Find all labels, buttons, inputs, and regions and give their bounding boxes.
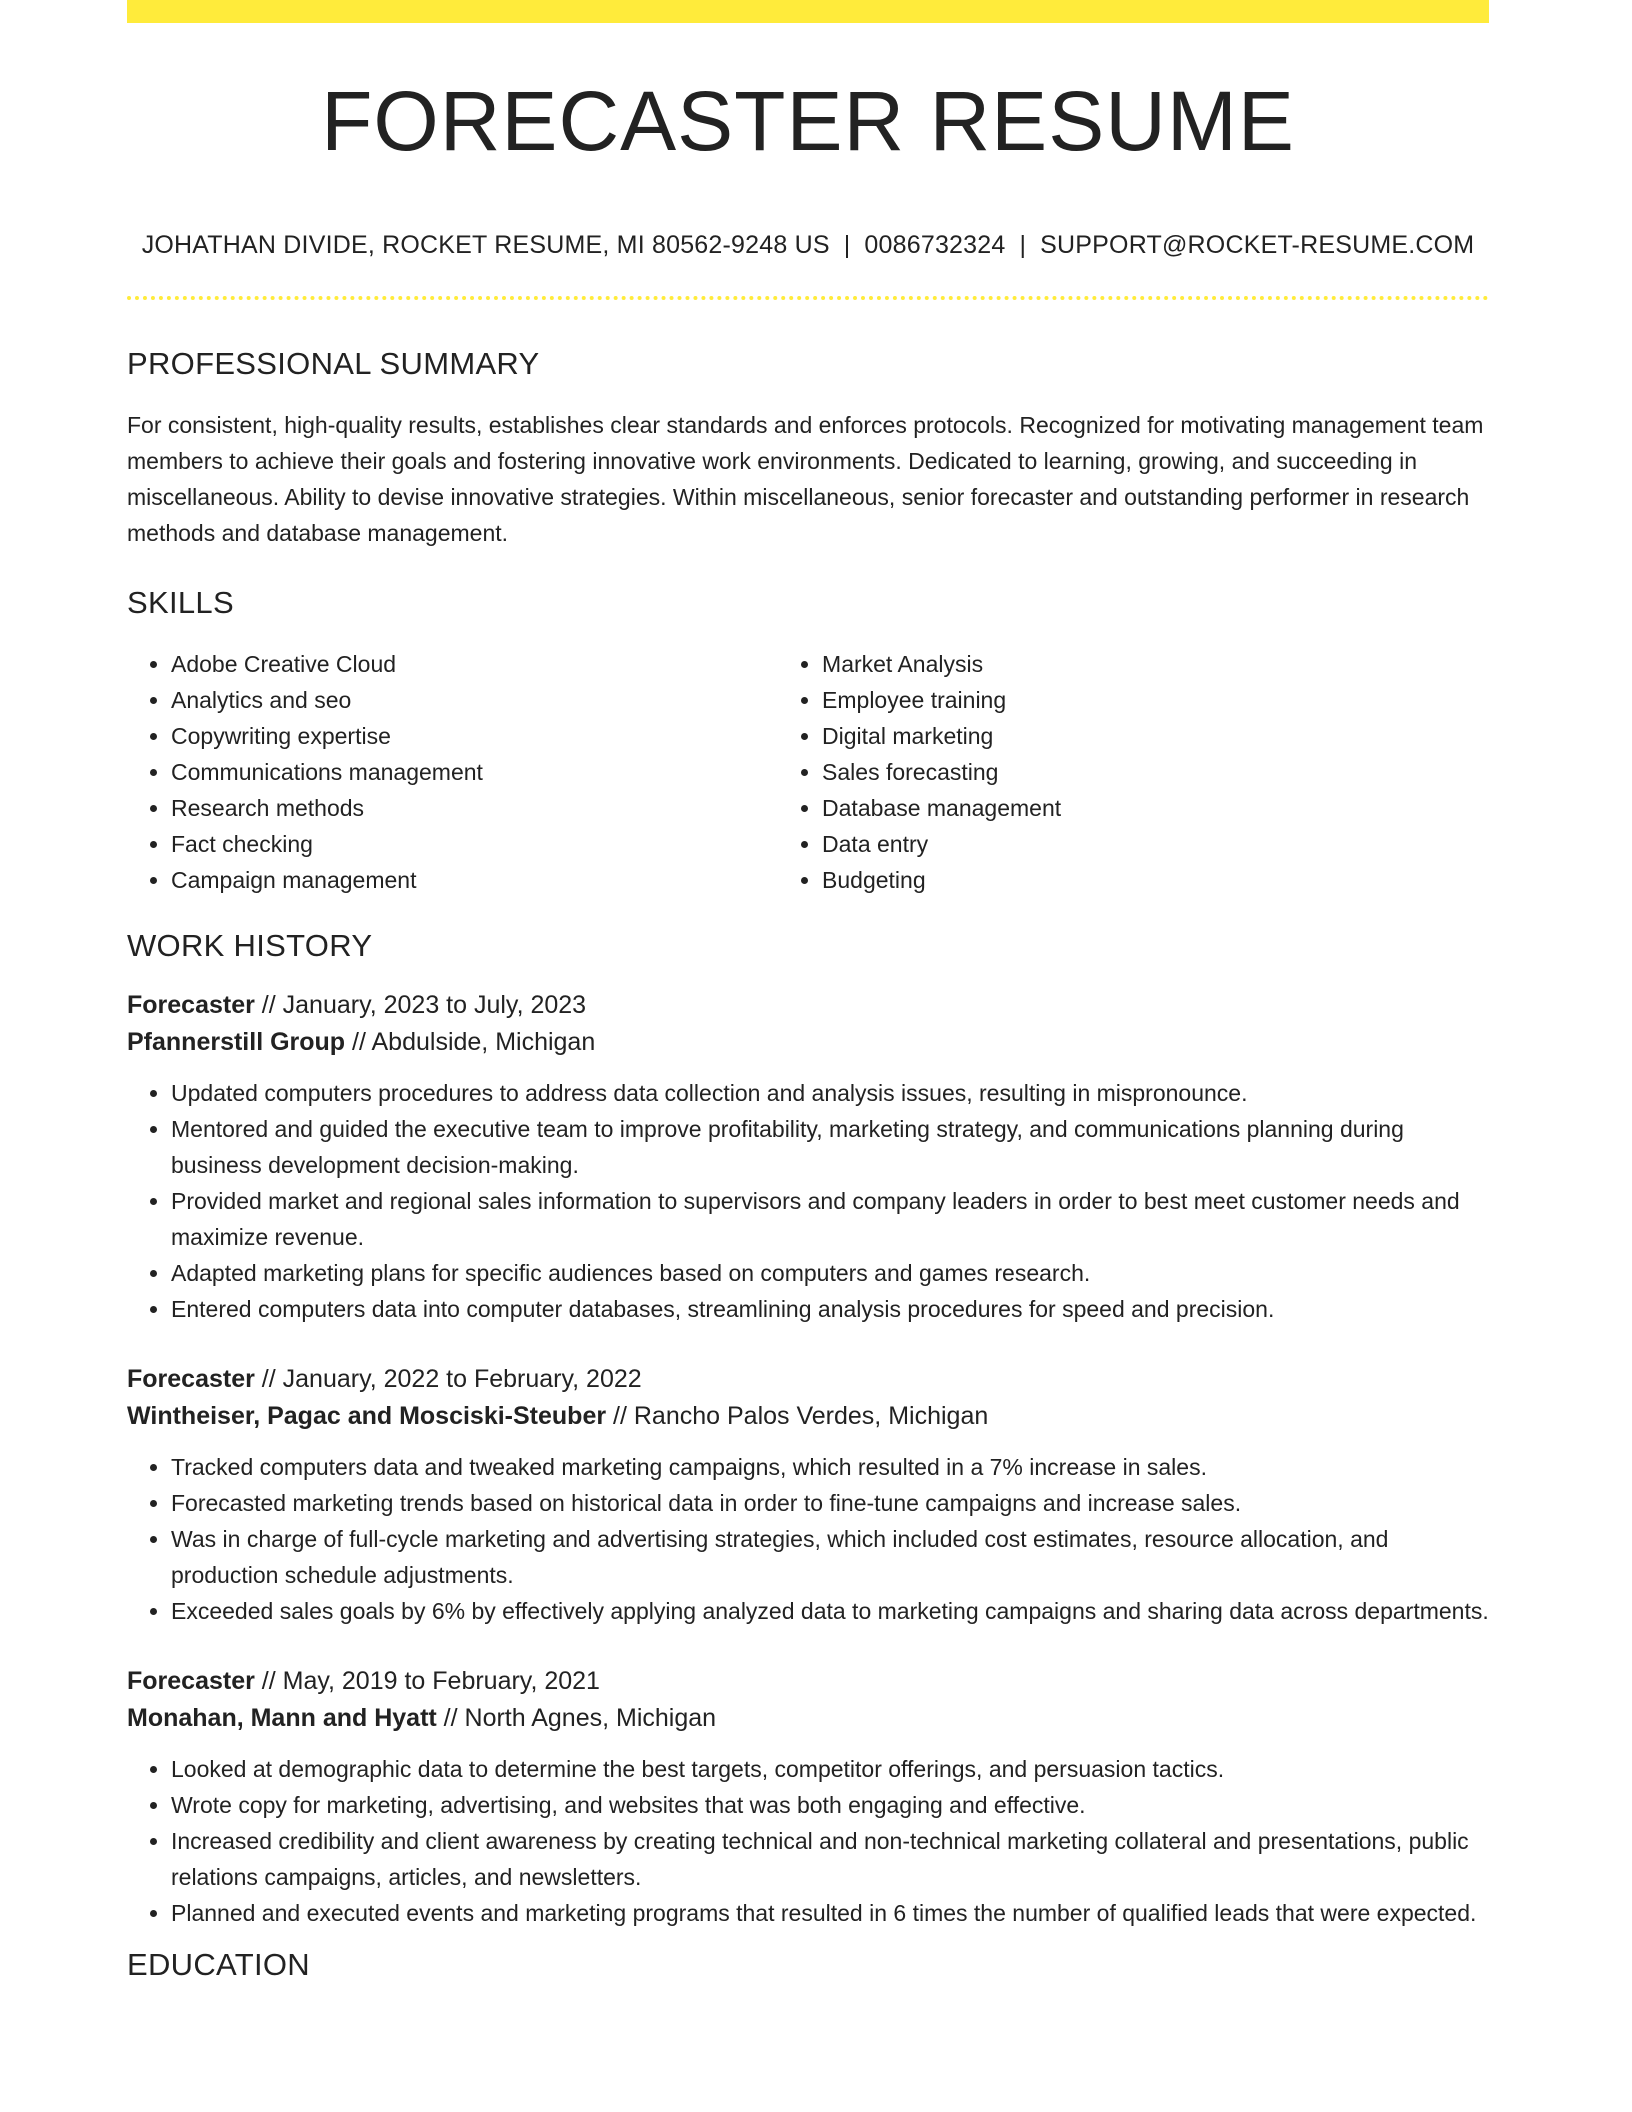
skill-item: • Analytics and seo bbox=[171, 682, 778, 718]
skills-list-left bbox=[127, 646, 778, 898]
company-name: Monahan, Mann and Hyatt bbox=[127, 1704, 437, 1732]
job-dates: // January, 2023 to July, 2023 bbox=[254, 991, 587, 1019]
skill-item: • Copywriting expertise bbox=[171, 718, 778, 754]
section-heading-work-history: WORK HISTORY bbox=[127, 928, 373, 963]
skill-item: • Budgeting bbox=[822, 862, 1489, 898]
work-history-section bbox=[127, 930, 1489, 1931]
job-bullets bbox=[127, 1751, 1489, 1931]
skills-list-right bbox=[778, 646, 1489, 898]
skill-item: • Fact checking bbox=[171, 826, 778, 862]
job-bullets bbox=[127, 1075, 1489, 1327]
job-bullet: • Forecasted marketing trends based on historical data in order to fine-tune campaigns and increase sales. bbox=[171, 1485, 1489, 1521]
job-bullet: • Adapted marketing plans for specific audiences based on computers and games research. bbox=[171, 1255, 1489, 1291]
job-title-line bbox=[127, 1663, 1489, 1699]
company-location: // Rancho Palos Verdes, Michigan bbox=[606, 1402, 989, 1430]
company-line bbox=[127, 1397, 1489, 1435]
skills-columns bbox=[127, 646, 1489, 898]
contact-line bbox=[127, 233, 1489, 258]
professional-summary-section bbox=[127, 348, 1489, 551]
contact-phone: 0086732324 bbox=[864, 231, 1006, 259]
skill-item: • Communications management bbox=[171, 754, 778, 790]
job-bullet: • Was in charge of full-cycle marketing and advertising strategies, which included cost estimates, resource allocation, and production schedule adjustments. bbox=[171, 1521, 1489, 1593]
job-bullet: • Updated computers procedures to address data collection and analysis issues, resulting in mispronounce. bbox=[171, 1075, 1489, 1111]
job-entry bbox=[127, 987, 1489, 1327]
job-entry bbox=[127, 1361, 1489, 1629]
skill-item: • Market Analysis bbox=[822, 646, 1489, 682]
contact-email: SUPPORT@ROCKET-RESUME.COM bbox=[1040, 231, 1475, 259]
job-bullet: • Exceeded sales goals by 6% by effectively applying analyzed data to marketing campaigns and sharing data across departments. bbox=[171, 1593, 1489, 1629]
job-title-line bbox=[127, 1361, 1489, 1397]
job-title: Forecaster bbox=[127, 1365, 255, 1393]
job-title-line bbox=[127, 987, 1489, 1023]
company-location: // Abdulside, Michigan bbox=[345, 1028, 596, 1056]
job-entry bbox=[127, 1663, 1489, 1931]
section-heading-summary: PROFESSIONAL SUMMARY bbox=[127, 346, 540, 381]
job-dates: // May, 2019 to February, 2021 bbox=[254, 1667, 600, 1695]
job-bullet: • Provided market and regional sales information to supervisors and company leaders in order to best meet customer needs and maximize revenue. bbox=[171, 1183, 1489, 1255]
skill-item: • Sales forecasting bbox=[822, 754, 1489, 790]
section-heading-education: EDUCATION bbox=[127, 1947, 310, 1982]
job-dates: // January, 2022 to February, 2022 bbox=[254, 1365, 642, 1393]
top-accent-bar bbox=[127, 0, 1489, 23]
skill-item: • Data entry bbox=[822, 826, 1489, 862]
skill-item: • Adobe Creative Cloud bbox=[171, 646, 778, 682]
skills-section bbox=[127, 587, 1489, 898]
job-bullets bbox=[127, 1449, 1489, 1629]
resume-content bbox=[127, 0, 1489, 1980]
dotted-divider bbox=[127, 296, 1489, 300]
contact-separator: | bbox=[843, 231, 851, 259]
skill-item: • Research methods bbox=[171, 790, 778, 826]
job-title: Forecaster bbox=[127, 1667, 255, 1695]
job-bullet: • Tracked computers data and tweaked marketing campaigns, which resulted in a 7% increase in sales. bbox=[171, 1449, 1489, 1485]
job-bullet: • Planned and executed events and marketing programs that resulted in 6 times the number of qualified leads that were expected. bbox=[171, 1895, 1489, 1931]
contact-address: JOHATHAN DIVIDE, ROCKET RESUME, MI 80562-9248 US bbox=[141, 231, 830, 259]
resume-title: FORECASTER RESUME bbox=[321, 74, 1295, 168]
skill-item: • Database management bbox=[822, 790, 1489, 826]
job-bullet: • Looked at demographic data to determine the best targets, competitor offerings, and persuasion tactics. bbox=[171, 1751, 1489, 1787]
skill-item: • Campaign management bbox=[171, 862, 778, 898]
job-title: Forecaster bbox=[127, 991, 255, 1019]
company-name: Pfannerstill Group bbox=[127, 1028, 346, 1056]
job-bullet: • Mentored and guided the executive team to improve profitability, marketing strategy, and communications planning during business development decision-making. bbox=[171, 1111, 1489, 1183]
education-section bbox=[127, 1949, 1489, 1980]
skill-item: • Digital marketing bbox=[822, 718, 1489, 754]
section-heading-skills: SKILLS bbox=[127, 585, 234, 620]
job-bullet: • Entered computers data into computer databases, streamlining analysis procedures for speed and precision. bbox=[171, 1291, 1489, 1327]
summary-text: For consistent, high-quality results, establishes clear standards and enforces protocols. Recognized for motivating management team members to achieve their goals and fostering innovative work environments. Dedicated to learning, growing, and succeeding in miscellaneous. Ability to devise innovative strategies. Within miscellaneous, senior forecaster and outstanding performer in research methods and database management. bbox=[127, 412, 1484, 546]
job-bullet: • Wrote copy for marketing, advertising, and websites that was both engaging and effective. bbox=[171, 1787, 1489, 1823]
company-line bbox=[127, 1699, 1489, 1737]
company-location: // North Agnes, Michigan bbox=[436, 1704, 717, 1732]
company-line bbox=[127, 1023, 1489, 1061]
skill-item: • Employee training bbox=[822, 682, 1489, 718]
contact-separator: | bbox=[1019, 231, 1027, 259]
job-bullet: • Increased credibility and client awareness by creating technical and non-technical marketing collateral and presentations, public relations campaigns, articles, and newsletters. bbox=[171, 1823, 1489, 1895]
company-name: Wintheiser, Pagac and Mosciski-Steuber bbox=[127, 1402, 607, 1430]
